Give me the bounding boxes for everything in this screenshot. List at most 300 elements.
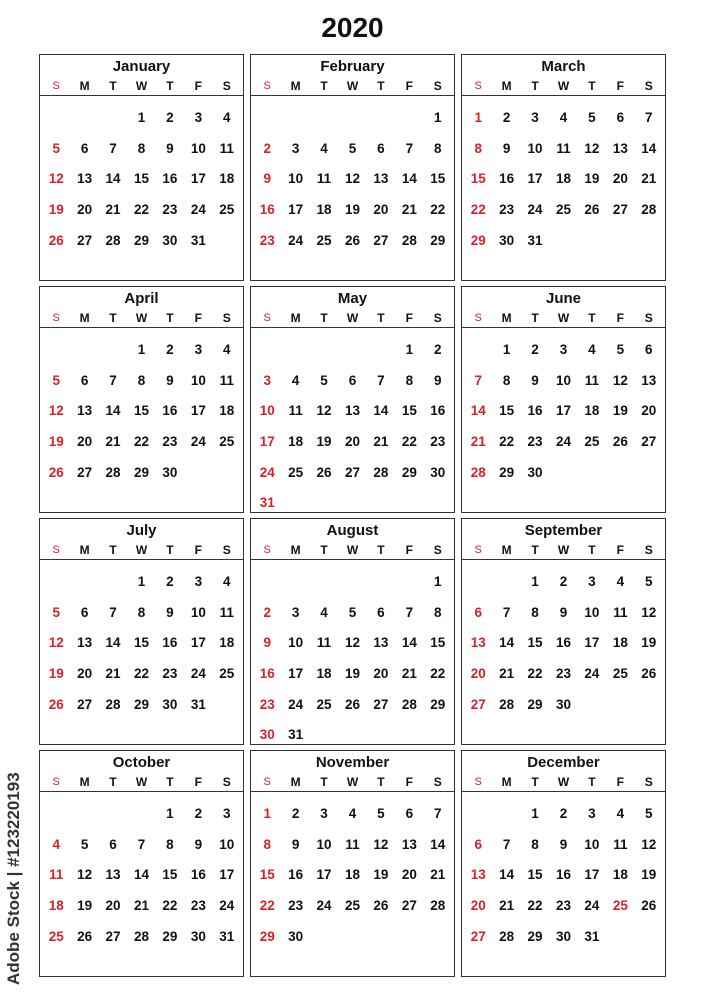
day-cell: 4 — [348, 806, 357, 821]
day-cell: 16 — [162, 171, 178, 187]
day-cell: 28 — [499, 928, 515, 944]
day-cell: 16 — [555, 867, 571, 883]
day-grid — [40, 96, 243, 259]
month-may — [250, 286, 455, 513]
day-cell: 18 — [584, 403, 600, 419]
weekday-header — [462, 541, 665, 560]
day-cell: 1 — [502, 342, 511, 357]
weekday-label: F — [616, 775, 625, 789]
weekday-label: W — [135, 543, 148, 557]
weekday-label: W — [557, 79, 570, 93]
day-cell: 3 — [263, 372, 271, 388]
day-cell: 17 — [288, 666, 304, 682]
day-cell: 31 — [259, 495, 275, 511]
day-cell: 9 — [263, 635, 271, 651]
empty-cell — [395, 570, 423, 601]
day-cell: 2 — [559, 806, 568, 821]
day-cell: 26 — [641, 898, 657, 914]
empty-cell — [310, 106, 338, 137]
day-cell: 9 — [166, 604, 174, 620]
weekday-label: S — [644, 79, 653, 93]
day-cell: 22 — [499, 434, 515, 450]
day-cell: 18 — [219, 403, 235, 419]
day-cell: 27 — [401, 898, 417, 914]
day-cell: 19 — [77, 898, 93, 914]
day-cell: 29 — [470, 232, 486, 248]
day-cell: 30 — [430, 464, 446, 480]
weekday-label: F — [194, 543, 203, 557]
month-name: October — [112, 754, 171, 771]
day-cell: 27 — [373, 696, 389, 712]
day-cell: 25 — [316, 696, 332, 712]
day-cell: 25 — [612, 666, 628, 682]
day-cell: 23 — [259, 696, 275, 712]
day-cell: 16 — [259, 202, 275, 218]
day-cell: 9 — [531, 372, 539, 388]
weekday-label: M — [501, 775, 512, 789]
day-cell: 6 — [80, 140, 89, 156]
weekday-label: W — [346, 79, 359, 93]
empty-cell — [42, 570, 70, 601]
day-cell: 7 — [109, 140, 117, 156]
day-cell: 27 — [77, 232, 93, 248]
day-cell: 28 — [401, 696, 417, 712]
day-cell: 20 — [470, 666, 486, 682]
day-cell: 5 — [348, 604, 357, 620]
month-name: August — [326, 522, 379, 539]
day-cell: 24 — [190, 666, 206, 682]
day-cell: 20 — [77, 202, 93, 218]
day-cell: 13 — [344, 403, 360, 419]
month-name: July — [126, 522, 157, 539]
day-cell: 11 — [288, 403, 303, 419]
day-cell: 18 — [48, 898, 64, 914]
day-cell: 22 — [133, 434, 149, 450]
day-cell: 7 — [405, 140, 414, 156]
day-cell: 15 — [499, 403, 515, 419]
day-cell: 5 — [377, 806, 385, 821]
day-cell: 13 — [77, 171, 93, 187]
weekday-header — [462, 77, 665, 96]
day-grid — [462, 560, 665, 723]
day-cell: 21 — [401, 666, 417, 682]
day-cell: 25 — [219, 202, 235, 218]
day-cell: 19 — [344, 666, 360, 682]
weekday-header — [40, 541, 243, 560]
day-cell: 10 — [584, 604, 600, 620]
weekday-label: T — [588, 79, 596, 93]
day-cell: 8 — [137, 372, 146, 388]
day-cell: 17 — [316, 867, 332, 883]
day-cell: 4 — [588, 342, 596, 357]
day-cell: 31 — [584, 928, 600, 944]
day-cell: 6 — [348, 372, 357, 388]
day-cell: 28 — [373, 464, 389, 480]
day-cell: 20 — [401, 867, 417, 883]
month-june — [461, 286, 666, 513]
day-cell: 28 — [105, 232, 121, 248]
empty-cell — [464, 338, 492, 369]
day-cell: 18 — [344, 867, 360, 883]
day-cell: 11 — [345, 836, 360, 852]
empty-cell — [70, 802, 98, 833]
day-cell: 9 — [434, 372, 442, 388]
day-cell: 20 — [612, 171, 628, 187]
day-cell: 4 — [223, 110, 231, 125]
day-cell: 14 — [105, 403, 121, 419]
weekday-label: M — [290, 543, 301, 557]
day-cell: 11 — [219, 604, 234, 620]
day-cell: 28 — [499, 696, 515, 712]
day-cell: 6 — [474, 836, 482, 852]
day-cell: 26 — [344, 232, 360, 248]
day-cell: 9 — [263, 171, 271, 187]
weekday-label: S — [644, 775, 653, 789]
weekday-header — [462, 773, 665, 792]
weekday-label: M — [501, 311, 512, 325]
day-cell: 21 — [401, 202, 417, 218]
month-name: September — [524, 522, 603, 539]
day-cell: 21 — [105, 202, 121, 218]
day-cell: 23 — [288, 898, 304, 914]
weekday-label: M — [290, 79, 301, 93]
day-cell: 5 — [348, 140, 357, 156]
empty-cell — [338, 106, 366, 137]
day-cell: 10 — [190, 372, 206, 388]
weekday-label: T — [531, 79, 539, 93]
day-cell: 8 — [434, 140, 442, 156]
day-cell: 11 — [613, 836, 628, 852]
weekday-label: T — [531, 775, 539, 789]
day-cell: 19 — [344, 202, 360, 218]
day-cell: 19 — [641, 635, 657, 651]
day-cell: 30 — [555, 696, 571, 712]
day-cell: 21 — [373, 434, 389, 450]
month-name: February — [320, 58, 385, 75]
day-grid — [251, 560, 454, 745]
weekday-label: T — [109, 79, 117, 93]
day-cell: 12 — [48, 635, 64, 651]
day-cell: 14 — [470, 403, 486, 419]
weekday-label: T — [166, 543, 174, 557]
day-cell: 7 — [434, 806, 442, 821]
weekday-label: T — [588, 543, 596, 557]
day-cell: 25 — [555, 202, 571, 218]
weekday-header — [40, 77, 243, 96]
day-cell: 23 — [555, 898, 571, 914]
weekday-label: S — [222, 79, 231, 93]
day-cell: 20 — [373, 666, 389, 682]
day-cell: 6 — [474, 604, 482, 620]
day-grid — [251, 328, 454, 513]
day-cell: 26 — [584, 202, 600, 218]
day-cell: 2 — [531, 342, 539, 357]
weekday-label: S — [474, 312, 482, 324]
day-cell: 14 — [499, 635, 515, 651]
weekday-label: T — [320, 311, 328, 325]
day-cell: 15 — [133, 635, 149, 651]
day-cell: 12 — [641, 604, 657, 620]
day-cell: 16 — [288, 867, 304, 883]
weekday-label: T — [320, 775, 328, 789]
day-cell: 29 — [401, 464, 417, 480]
empty-cell — [99, 802, 127, 833]
empty-cell — [42, 802, 70, 833]
day-cell: 24 — [259, 464, 275, 480]
day-cell: 12 — [612, 372, 628, 388]
day-cell: 3 — [291, 140, 300, 156]
day-cell: 3 — [291, 604, 300, 620]
day-cell: 5 — [320, 372, 328, 388]
day-cell: 28 — [133, 928, 149, 944]
empty-cell — [464, 570, 492, 601]
day-cell: 18 — [612, 867, 628, 883]
day-cell: 11 — [219, 372, 234, 388]
weekday-label: F — [616, 543, 625, 557]
day-cell: 22 — [401, 434, 417, 450]
weekday-header — [40, 309, 243, 328]
day-cell: 12 — [48, 171, 64, 187]
day-cell: 29 — [259, 928, 275, 944]
day-cell: 4 — [223, 574, 231, 589]
day-cell: 6 — [645, 342, 653, 357]
calendar-grid — [39, 54, 666, 977]
day-cell: 16 — [527, 403, 543, 419]
day-cell: 29 — [430, 696, 446, 712]
day-cell: 31 — [288, 727, 304, 743]
weekday-label: W — [135, 79, 148, 93]
day-cell: 13 — [373, 635, 389, 651]
day-cell: 24 — [190, 434, 206, 450]
day-cell: 16 — [162, 635, 178, 651]
weekday-label: W — [346, 543, 359, 557]
weekday-label: T — [109, 775, 117, 789]
weekday-label: S — [474, 544, 482, 556]
day-cell: 17 — [584, 635, 600, 651]
day-cell: 29 — [133, 464, 149, 480]
day-cell: 16 — [190, 867, 206, 883]
day-cell: 22 — [527, 898, 543, 914]
day-cell: 24 — [584, 898, 600, 914]
day-cell: 3 — [559, 342, 568, 357]
weekday-label: M — [79, 543, 90, 557]
day-cell: 18 — [612, 635, 628, 651]
day-cell: 1 — [137, 342, 146, 357]
weekday-label: S — [52, 312, 60, 324]
day-cell: 30 — [190, 928, 206, 944]
day-cell: 1 — [474, 110, 482, 125]
day-cell: 7 — [405, 604, 414, 620]
weekday-label: S — [263, 312, 271, 324]
day-cell: 29 — [133, 232, 149, 248]
weekday-label: S — [263, 776, 271, 788]
day-cell: 13 — [77, 635, 93, 651]
weekday-label: S — [52, 776, 60, 788]
day-cell: 26 — [77, 928, 93, 944]
day-cell: 14 — [401, 171, 417, 187]
weekday-label: T — [377, 543, 385, 557]
empty-cell — [127, 802, 155, 833]
day-cell: 19 — [373, 867, 389, 883]
weekday-label: W — [135, 311, 148, 325]
day-cell: 23 — [499, 202, 515, 218]
day-cell: 17 — [190, 403, 206, 419]
day-cell: 16 — [162, 403, 178, 419]
day-cell: 1 — [434, 110, 442, 125]
weekday-label: S — [263, 544, 271, 556]
weekday-label: M — [290, 311, 301, 325]
day-cell: 7 — [645, 110, 653, 125]
weekday-label: T — [588, 311, 596, 325]
month-august — [250, 518, 455, 745]
day-cell: 7 — [137, 836, 146, 852]
day-cell: 15 — [527, 867, 543, 883]
day-cell: 6 — [80, 604, 89, 620]
day-cell: 9 — [559, 836, 568, 852]
weekday-label: T — [377, 775, 385, 789]
weekday-label: F — [405, 543, 414, 557]
day-cell: 22 — [133, 666, 149, 682]
weekday-label: F — [616, 311, 625, 325]
month-november — [250, 750, 455, 977]
empty-cell — [42, 338, 70, 369]
day-cell: 19 — [612, 403, 628, 419]
day-cell: 1 — [263, 806, 271, 821]
day-cell: 23 — [259, 232, 275, 248]
day-cell: 8 — [474, 140, 482, 156]
day-cell: 14 — [401, 635, 417, 651]
day-cell: 17 — [584, 867, 600, 883]
weekday-label: T — [109, 311, 117, 325]
day-cell: 11 — [219, 140, 234, 156]
weekday-label: M — [290, 775, 301, 789]
day-cell: 30 — [555, 928, 571, 944]
empty-cell — [281, 570, 309, 601]
day-grid — [462, 328, 665, 491]
day-cell: 24 — [190, 202, 206, 218]
day-cell: 7 — [109, 604, 117, 620]
day-cell: 2 — [166, 574, 174, 589]
day-cell: 1 — [531, 806, 539, 821]
day-cell: 13 — [105, 867, 121, 883]
day-cell: 17 — [288, 202, 304, 218]
day-cell: 2 — [263, 140, 271, 156]
month-name: January — [112, 58, 171, 75]
weekday-label: T — [109, 543, 117, 557]
day-grid — [462, 96, 665, 259]
day-cell: 6 — [377, 140, 385, 156]
weekday-label: S — [433, 79, 442, 93]
day-cell: 19 — [48, 666, 64, 682]
month-name: April — [124, 290, 159, 307]
day-cell: 1 — [137, 110, 146, 125]
empty-cell — [367, 106, 395, 137]
weekday-label: T — [166, 79, 174, 93]
weekday-label: W — [557, 311, 570, 325]
day-cell: 23 — [527, 434, 543, 450]
day-cell: 19 — [48, 202, 64, 218]
day-cell: 30 — [288, 928, 304, 944]
empty-cell — [99, 338, 127, 369]
day-cell: 27 — [470, 696, 486, 712]
day-cell: 24 — [219, 898, 235, 914]
day-cell: 12 — [316, 403, 332, 419]
day-cell: 13 — [373, 171, 389, 187]
day-cell: 21 — [499, 898, 515, 914]
day-cell: 26 — [612, 434, 628, 450]
day-cell: 31 — [527, 232, 543, 248]
day-cell: 2 — [166, 110, 174, 125]
day-cell: 14 — [133, 867, 149, 883]
day-cell: 3 — [223, 806, 231, 821]
day-cell: 26 — [316, 464, 332, 480]
weekday-label: S — [52, 544, 60, 556]
day-cell: 17 — [219, 867, 235, 883]
weekday-label: S — [474, 776, 482, 788]
day-cell: 6 — [377, 604, 385, 620]
day-cell: 4 — [616, 574, 625, 589]
empty-cell — [395, 106, 423, 137]
day-cell: 31 — [190, 696, 206, 712]
day-cell: 23 — [430, 434, 446, 450]
day-cell: 3 — [531, 110, 539, 125]
empty-cell — [253, 106, 281, 137]
day-cell: 3 — [194, 574, 203, 589]
day-cell: 22 — [430, 666, 446, 682]
day-cell: 25 — [344, 898, 360, 914]
day-cell: 30 — [499, 232, 515, 248]
day-cell: 13 — [401, 836, 417, 852]
day-cell: 5 — [52, 140, 60, 156]
day-cell: 1 — [434, 574, 442, 589]
day-cell: 25 — [219, 666, 235, 682]
day-cell: 13 — [641, 372, 657, 388]
day-cell: 12 — [344, 171, 360, 187]
day-cell: 5 — [645, 806, 653, 821]
day-cell: 10 — [288, 635, 304, 651]
empty-cell — [367, 570, 395, 601]
day-cell: 5 — [52, 372, 60, 388]
day-cell: 6 — [109, 836, 117, 852]
day-cell: 15 — [133, 403, 149, 419]
day-cell: 29 — [527, 696, 543, 712]
day-cell: 28 — [641, 202, 657, 218]
day-cell: 2 — [502, 110, 511, 125]
day-cell: 28 — [401, 232, 417, 248]
day-cell: 2 — [291, 806, 300, 821]
day-cell: 23 — [162, 666, 178, 682]
day-cell: 28 — [105, 464, 121, 480]
day-cell: 20 — [77, 434, 93, 450]
weekday-label: F — [405, 775, 414, 789]
day-cell: 15 — [133, 171, 149, 187]
day-cell: 10 — [584, 836, 600, 852]
day-cell: 16 — [555, 635, 571, 651]
weekday-label: T — [588, 775, 596, 789]
day-cell: 16 — [499, 171, 515, 187]
day-cell: 7 — [474, 372, 482, 388]
day-cell: 19 — [584, 171, 600, 187]
day-cell: 5 — [588, 110, 596, 125]
day-cell: 2 — [166, 342, 174, 357]
day-cell: 8 — [137, 140, 146, 156]
weekday-label: S — [222, 311, 231, 325]
empty-cell — [310, 570, 338, 601]
month-name: May — [337, 290, 368, 307]
month-february — [250, 54, 455, 281]
day-cell: 6 — [80, 372, 89, 388]
weekday-label: S — [644, 311, 653, 325]
